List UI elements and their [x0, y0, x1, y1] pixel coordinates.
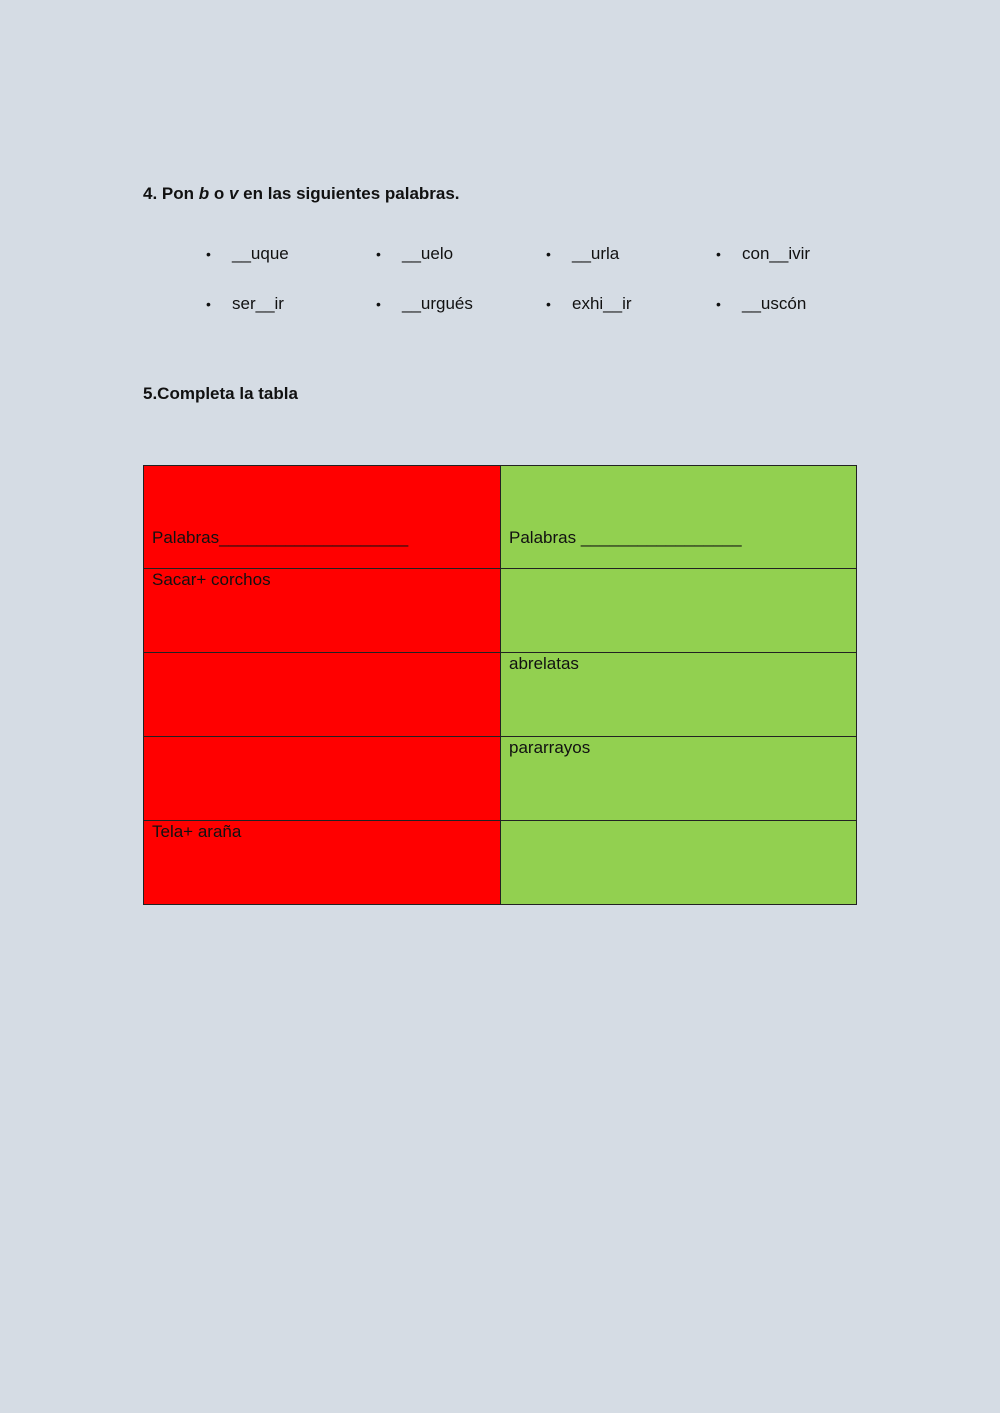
table-row [144, 737, 857, 821]
table-cell-left [144, 653, 501, 737]
list-item [206, 294, 376, 314]
q4-title-prefix: 4. Pon [143, 184, 199, 203]
bullet-icon: • [546, 296, 551, 312]
q4-title-suffix: en las siguientes palabras. [238, 184, 460, 203]
list-item [376, 244, 546, 264]
table-header-left: Palabras____________________ [144, 466, 501, 569]
question-5-title: 5.Completa la tabla [143, 384, 298, 403]
q4-title-mid: o [209, 184, 229, 203]
list-item [546, 244, 716, 264]
fill-word: __uscón [742, 294, 807, 313]
table-cell-left: Sacar+ corchos [144, 569, 501, 653]
bullet-icon: • [206, 246, 211, 262]
q4-title-v: v [228, 184, 239, 203]
bullet-icon: • [206, 296, 211, 312]
bullet-icon: • [376, 246, 381, 262]
fill-word: exhi__ir [572, 294, 632, 313]
table-cell-left [144, 737, 501, 821]
list-item [206, 244, 376, 264]
table-cell-right: abrelatas [501, 653, 857, 737]
table-row [144, 821, 857, 905]
fill-word: __uelo [402, 244, 454, 263]
table-cell-left: Tela+ araña [144, 821, 501, 905]
word-table [143, 465, 857, 905]
table-header-row [144, 466, 857, 569]
bullet-icon: • [546, 246, 551, 262]
table-cell-right: pararrayos [501, 737, 857, 821]
table-header-right: Palabras _________________ [501, 466, 857, 569]
list-item [376, 294, 546, 314]
bullet-icon: • [716, 246, 721, 262]
list-item [546, 294, 716, 314]
list-item [716, 244, 886, 264]
fill-word: __urla [572, 244, 620, 263]
bullet-icon: • [716, 296, 721, 312]
bullet-icon: • [376, 296, 381, 312]
question-4-title [143, 184, 460, 204]
fill-word: __uque [232, 244, 289, 263]
fill-word: con__ivir [742, 244, 811, 263]
fill-word: ser__ir [232, 294, 284, 313]
q4-title-b: b [198, 184, 210, 203]
table-cell-right [501, 569, 857, 653]
table-row [144, 653, 857, 737]
table-row [144, 569, 857, 653]
fill-word: __urgués [402, 294, 473, 313]
word-list [206, 244, 886, 314]
table-cell-right [501, 821, 857, 905]
list-item [716, 294, 886, 314]
